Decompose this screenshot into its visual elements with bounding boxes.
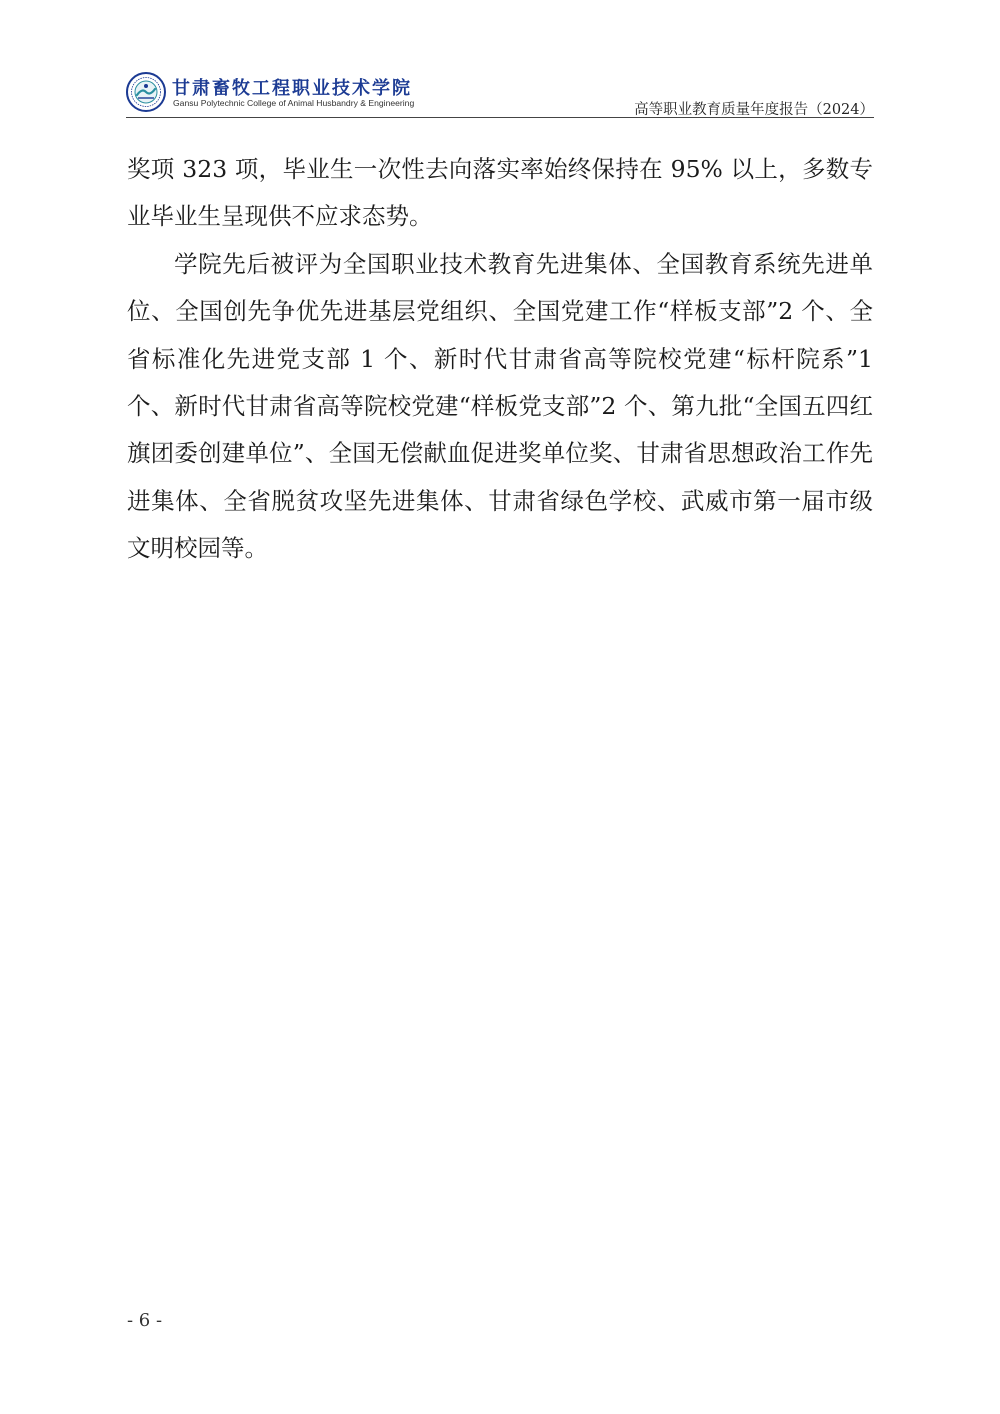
paragraph-awards: 奖项 323 项，毕业生一次性去向落实率始终保持在 95% 以上，多数专业毕业生呈现供不应求态势。 bbox=[127, 155, 873, 231]
page-header bbox=[126, 70, 874, 120]
body-text bbox=[127, 146, 873, 573]
report-title: 高等职业教育质量年度报告（2024） bbox=[634, 102, 874, 118]
paragraph-honors: 学院先后被评为全国职业技术教育先进集体、全国教育系统先进单位、全国创先争优先进基层党组织、全国党建工作“样板支部”2 个、全省标准化先进党支部 1 个、新时代甘肃省高等院校党建“标杆院系”1 个、新时代甘肃省高等院校党建“样板党支部”2 个、第九批“全国五四红旗团委创建单位”、全国无偿献血促进奖单位奖、甘肃省思想政治工作先进集体、全省脱贫攻坚先进集体、甘肃省绿色学校、武威市第一届市级文明校园等。 bbox=[127, 249, 873, 563]
college-name-cn: 甘肃畜牧工程职业技术学院 bbox=[172, 78, 412, 99]
college-emblem-icon bbox=[126, 72, 166, 112]
header-divider bbox=[126, 117, 874, 118]
page-number: - 6 - bbox=[127, 1310, 163, 1331]
college-name-en: Gansu Polytechnic College of Animal Husbandry & Engineering bbox=[173, 98, 415, 108]
